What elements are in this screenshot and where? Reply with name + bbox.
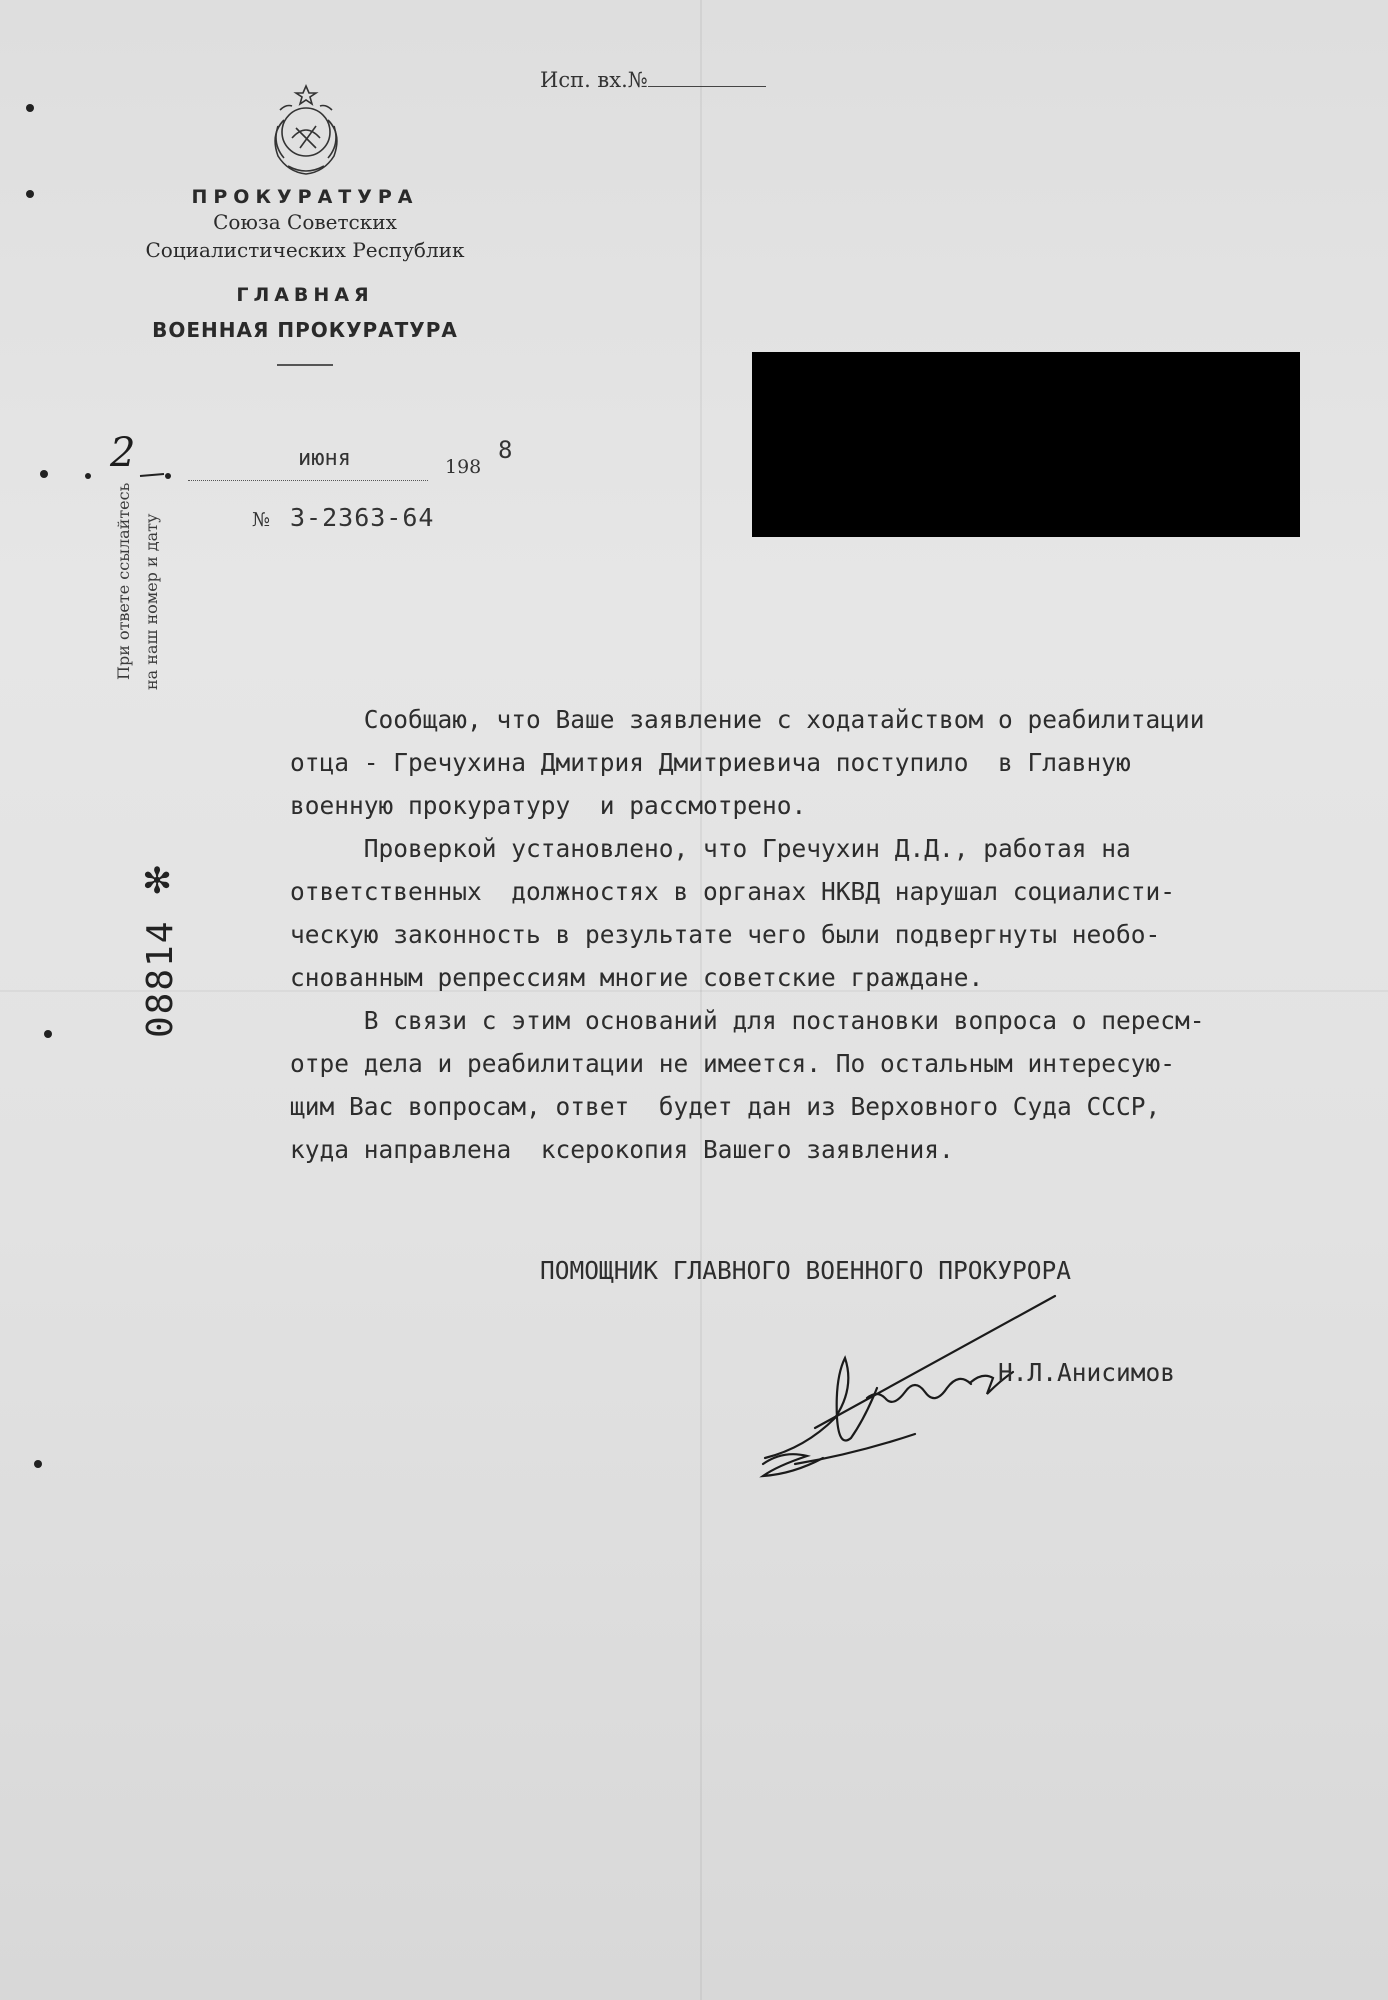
redacted-addressee [752,352,1300,537]
date-dots [80,436,270,486]
body-line: военную прокуратуру и рассмотрено. [290,791,807,820]
signatory-title: ПОМОЩНИК ГЛАВНОГО ВОЕННОГО ПРОКУРОРА [540,1256,1072,1285]
punch-mark [44,1030,52,1038]
incoming-ref-blank [648,66,766,87]
letterhead-military-prosecutor: ВОЕННАЯ ПРОКУРАТУРА [152,318,458,342]
body-line: ческую законность в результате чего были подвергнуты необо- [290,920,1161,949]
body-line: снованным репрессиям многие советские граждане. [290,963,984,992]
punch-mark [40,470,48,478]
letterhead-republics: Социалистических Республик [145,238,465,262]
letterhead-divider [277,364,333,366]
letterhead-main: ГЛАВНАЯ [236,284,374,306]
date-underline [188,480,428,481]
date-day: 2 [110,430,136,476]
document-number [252,503,434,532]
letter-body [290,698,1350,1171]
letterhead-union: Союза Советских [213,210,397,234]
incoming-ref-field [540,66,766,92]
document-number-label: № [252,509,270,531]
signatory-name: Н.Л.Анисимов [998,1358,1176,1387]
document-number-value: 3-2363-64 [289,503,435,532]
body-line: куда направлена ксерокопия Вашего заявления. [290,1135,954,1164]
incoming-ref-label: Исп. вх.№ [540,68,648,92]
registration-number-stamp: 08814 [140,919,181,1038]
date-month: июня [298,446,351,471]
body-line: Проверкой установлено, что Гречухин Д.Д., работая на [290,834,1131,863]
letterhead-prosecutor: ПРОКУРАТУРА [191,186,419,208]
letterhead [110,186,500,366]
date-year-prefix: 198 [445,456,482,478]
punch-mark [26,190,34,198]
reply-instruction-line2: на наш номер и дату [142,513,161,690]
date-year-digit: 8 [498,436,513,464]
body-line: отца - Гречухина Дмитрия Дмитриевича поступило в Главную [290,748,1131,777]
reply-instruction-line1: При ответе ссылайтесь [114,482,133,680]
asterisk-icon: ✻ [142,861,173,902]
ussr-emblem-icon [258,80,354,180]
body-line: В связи с этим оснований для постановки вопроса о пересм- [290,1006,1205,1035]
body-line: щим Вас вопросам, ответ будет дан из Верховного Суда СССР, [290,1092,1161,1121]
document-date [80,430,530,486]
punch-mark [34,1460,42,1468]
body-line: отре дела и реабилитации не имеется. По остальным интересую- [290,1049,1176,1078]
body-line: Сообщаю, что Ваше заявление с ходатайством о реабилитации [290,705,1205,734]
body-line: ответственных должностях в органах НКВД нарушал социалисти- [290,877,1176,906]
punch-mark [26,104,34,112]
reply-instruction [110,483,166,690]
